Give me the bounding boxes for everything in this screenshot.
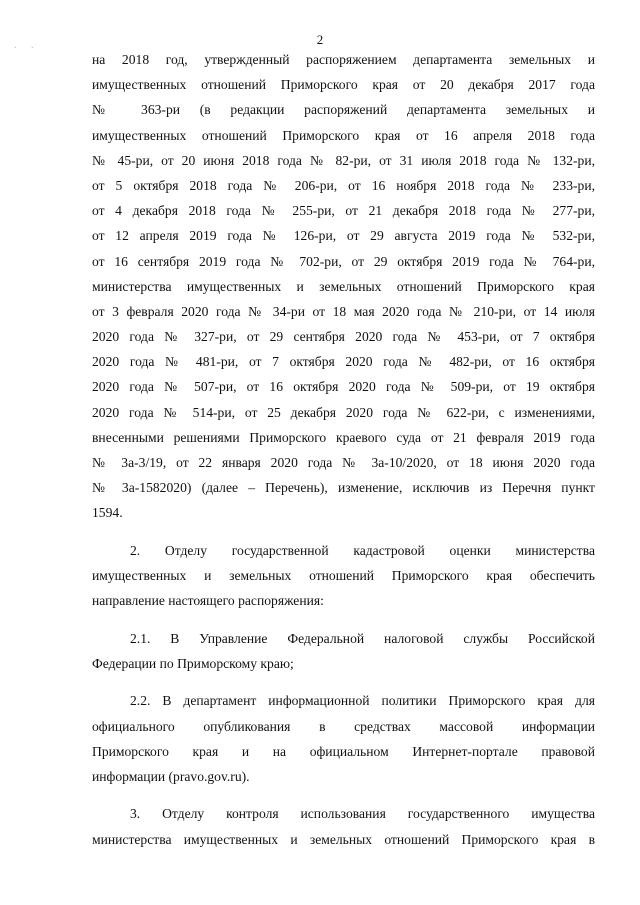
text-line: 2020 года № 327-ри, от 29 сентября 2020 года № 453-ри, от 7 октября [92, 329, 595, 345]
text-line: № 3а-1582020) (далее – Перечень), изменение, исключив из Перечня пункт [92, 480, 595, 496]
text-line: 2020 года № 507-ри, от 16 октября 2020 года № 509-ри, от 19 октября [92, 379, 595, 395]
text-line: имущественных и земельных отношений Приморского края обеспечить [92, 568, 595, 584]
text-line: направление настоящего распоряжения: [92, 593, 324, 609]
text-line: министерства имущественных и земельных отношений Приморского края [92, 278, 595, 294]
text-line: имущественных отношений Приморского края от 16 апреля 2018 года [92, 127, 595, 143]
text-line: от 5 октября 2018 года № 206-ри, от 16 ноября 2018 года № 233-ри, [92, 177, 595, 193]
scan-artifact: . . [14, 40, 40, 51]
text-line: Федерации по Приморскому краю; [92, 655, 294, 671]
text-line: 2020 года № 481-ри, от 7 октября 2020 года № 482-ри, от 16 октября [92, 354, 595, 370]
text-line: от 16 сентября 2019 года № 702-ри, от 29 октября 2019 года № 764-ри, [92, 253, 595, 269]
paragraph-item-3 [92, 801, 595, 851]
text-line: на 2018 год, утвержденный распоряжением департамента земельных и [92, 52, 595, 67]
paragraph-continuation [92, 47, 595, 526]
text-line: внесенными решениями Приморского краевого суда от 21 февраля 2019 года [92, 429, 595, 445]
paragraph-item-2 [92, 538, 595, 614]
text-line: 2.1. В Управление Федеральной налоговой службы Российской [130, 630, 595, 646]
text-line: 1594. [92, 505, 123, 521]
page-number: 2 [316, 32, 324, 47]
text-line: 2. Отделу государственной кадастровой оценки министерства [130, 542, 595, 558]
document-body [92, 47, 595, 852]
text-line: 2020 года № 514-ри, от 25 декабря 2020 года № 622-ри, с изменениями, [92, 404, 595, 420]
text-line: от 12 апреля 2019 года № 126-ри, от 29 августа 2019 года № 532-ри, [92, 228, 595, 244]
text-line: 3. Отделу контроля использования государственного имущества [130, 806, 595, 822]
text-line: имущественных отношений Приморского края от 20 декабря 2017 года [92, 77, 595, 93]
text-line: Приморского края и на официальном Интернет-портале правовой [92, 743, 595, 759]
text-line: министерства имущественных и земельных отношений Приморского края в [92, 831, 595, 847]
text-line: от 3 февраля 2020 года № 34-ри от 18 мая 2020 года № 210-ри, от 14 июля [92, 303, 595, 319]
text-line: № 45-ри, от 20 июня 2018 года № 82-ри, от 31 июля 2018 года № 132-ри, [92, 152, 595, 168]
paragraph-item-2-2 [92, 688, 595, 789]
text-line: № 363-ри (в редакции распоряжений департамента земельных и [92, 102, 595, 118]
text-line: 2.2. В департамент информационной политики Приморского края для [130, 693, 595, 709]
text-line: официального опубликования в средствах массовой информации [92, 718, 595, 734]
text-line: информации (pravo.gov.ru). [92, 768, 250, 784]
text-line: от 4 декабря 2018 года № 255-ри, от 21 декабря 2018 года № 277-ри, [92, 203, 595, 219]
text-line: № 3а-3/19, от 22 января 2020 года № 3а-10/2020, от 18 июня 2020 года [92, 455, 595, 470]
paragraph-item-2-1 [92, 626, 595, 676]
